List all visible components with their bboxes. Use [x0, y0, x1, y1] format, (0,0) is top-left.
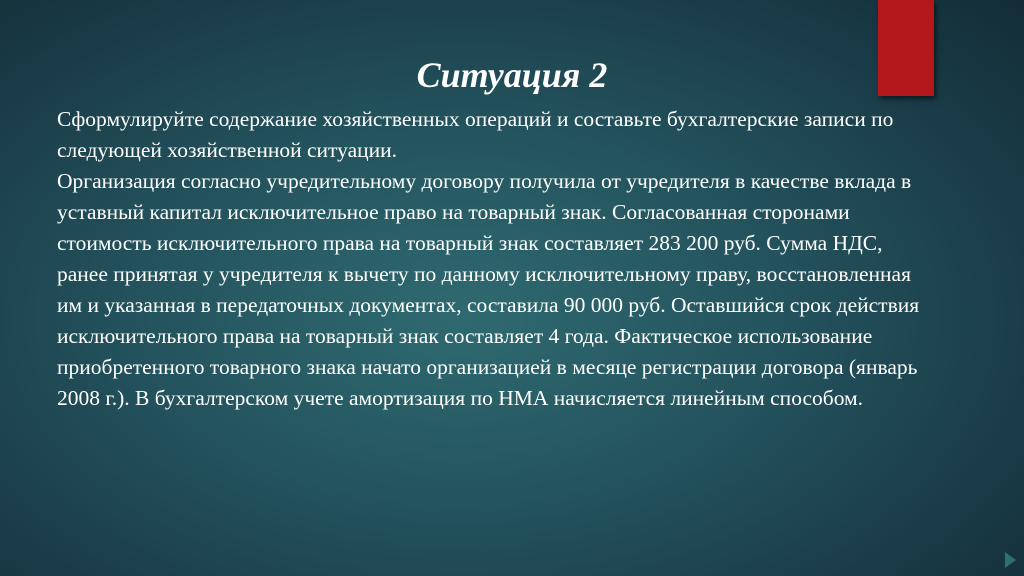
slide-body [57, 104, 937, 414]
situation-description-paragraph: Организация согласно учредительному договору получила от учредителя в качестве вклада в уставный капитал исключительное право на товарный знак. Согласованная сторонами стоимость исключительного права на товарный знак составляет 283 200 руб. Сумма НДС, ранее принятая у учредителя к вычету по данному исключительному праву, восстановленная им и указанная в передаточных документах, составила 90 000 руб. Оставшийся срок действия исключительного права на товарный знак составляет 4 года. Фактическое использование приобретенного товарного знака начато организацией в месяце регистрации договора (январь 2008 г.). В бухгалтерском учете амортизация по НМА начисляется линейным способом. [57, 169, 920, 410]
slide-title: Ситуация 2 [416, 55, 608, 95]
task-instruction-paragraph: Сформулируйте содержание хозяйственных операций и составьте бухгалтерские записи по следующей хозяйственной ситуации. [57, 107, 894, 162]
slide-corner-arrow-icon [1005, 552, 1016, 568]
